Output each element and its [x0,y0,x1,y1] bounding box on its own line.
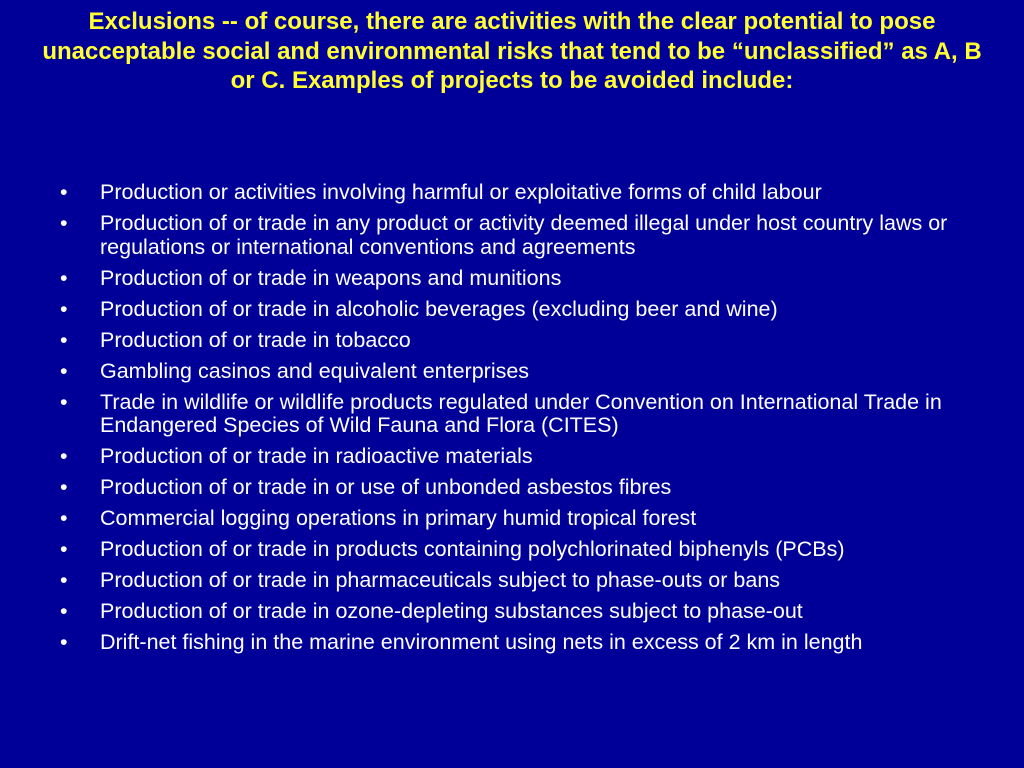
list-item [55,631,985,655]
bullet-marker: • [60,327,68,352]
list-item-text: Production of or trade in alcoholic beverages (excluding beer and wine) [100,296,778,321]
list-item-text: Commercial logging operations in primary humid tropical forest [100,506,697,530]
list-item-text: Production of or trade in products containing polychlorinated biphenyls (PCBs) [100,537,845,561]
bullet-marker: • [60,296,68,321]
bullet-marker: • [60,265,68,290]
bullet-marker: • [60,537,68,561]
bullet-marker: • [60,475,68,499]
slide-title: Exclusions -- of course, there are activities with the clear potential to pose unacceptable social and environmental risks that tend to be “unclassified” as A, B or C. Examples of projects to be avoided include: [42,8,982,94]
list-item [55,212,985,259]
bullet-marker: • [60,568,68,592]
list-item [55,569,985,593]
bullet-marker: • [60,358,68,383]
list-item [55,391,985,438]
list-item [55,329,985,353]
list-item [55,445,985,469]
list-item-text: Trade in wildlife or wildlife products regulated under Convention on International Trade in Endangered Species of Wild Fauna and Flora (CITES) [100,389,942,437]
list-item-text: Production of or trade in any product or activity deemed illegal under host country laws or regulations or international conventions and agreements [100,211,948,259]
list-item [55,360,985,384]
list-item-text: Production of or trade in ozone-depleting substances subject to phase-out [100,599,803,623]
list-item-text: Production of or trade in or use of unbonded asbestos fibres [100,475,672,499]
list-item-text: Production or activities involving harmful or exploitative forms of child labour [100,180,822,204]
list-item-text: Production of or trade in weapons and munitions [100,265,562,290]
bullet-marker: • [60,180,68,204]
list-item-text: Production of or trade in radioactive materials [100,444,533,468]
list-item-text: Gambling casinos and equivalent enterprises [100,358,530,383]
list-item [55,267,985,291]
list-item [55,538,985,562]
bullet-marker: • [60,506,68,530]
list-item-text: Production of or trade in pharmaceuticals subject to phase-outs or bans [100,568,781,592]
list-item [55,507,985,531]
list-item [55,600,985,624]
bullet-marker: • [60,630,68,654]
list-item [55,476,985,500]
list-item-text: Production of or trade in tobacco [100,327,411,352]
bullet-list [55,181,985,662]
bullet-marker: • [60,211,68,235]
list-item [55,181,985,205]
list-item [55,298,985,322]
bullet-marker: • [60,599,68,623]
bullet-marker: • [60,389,68,414]
list-item-text: Drift-net fishing in the marine environment using nets in excess of 2 km in length [100,630,863,654]
bullet-marker: • [60,444,68,468]
